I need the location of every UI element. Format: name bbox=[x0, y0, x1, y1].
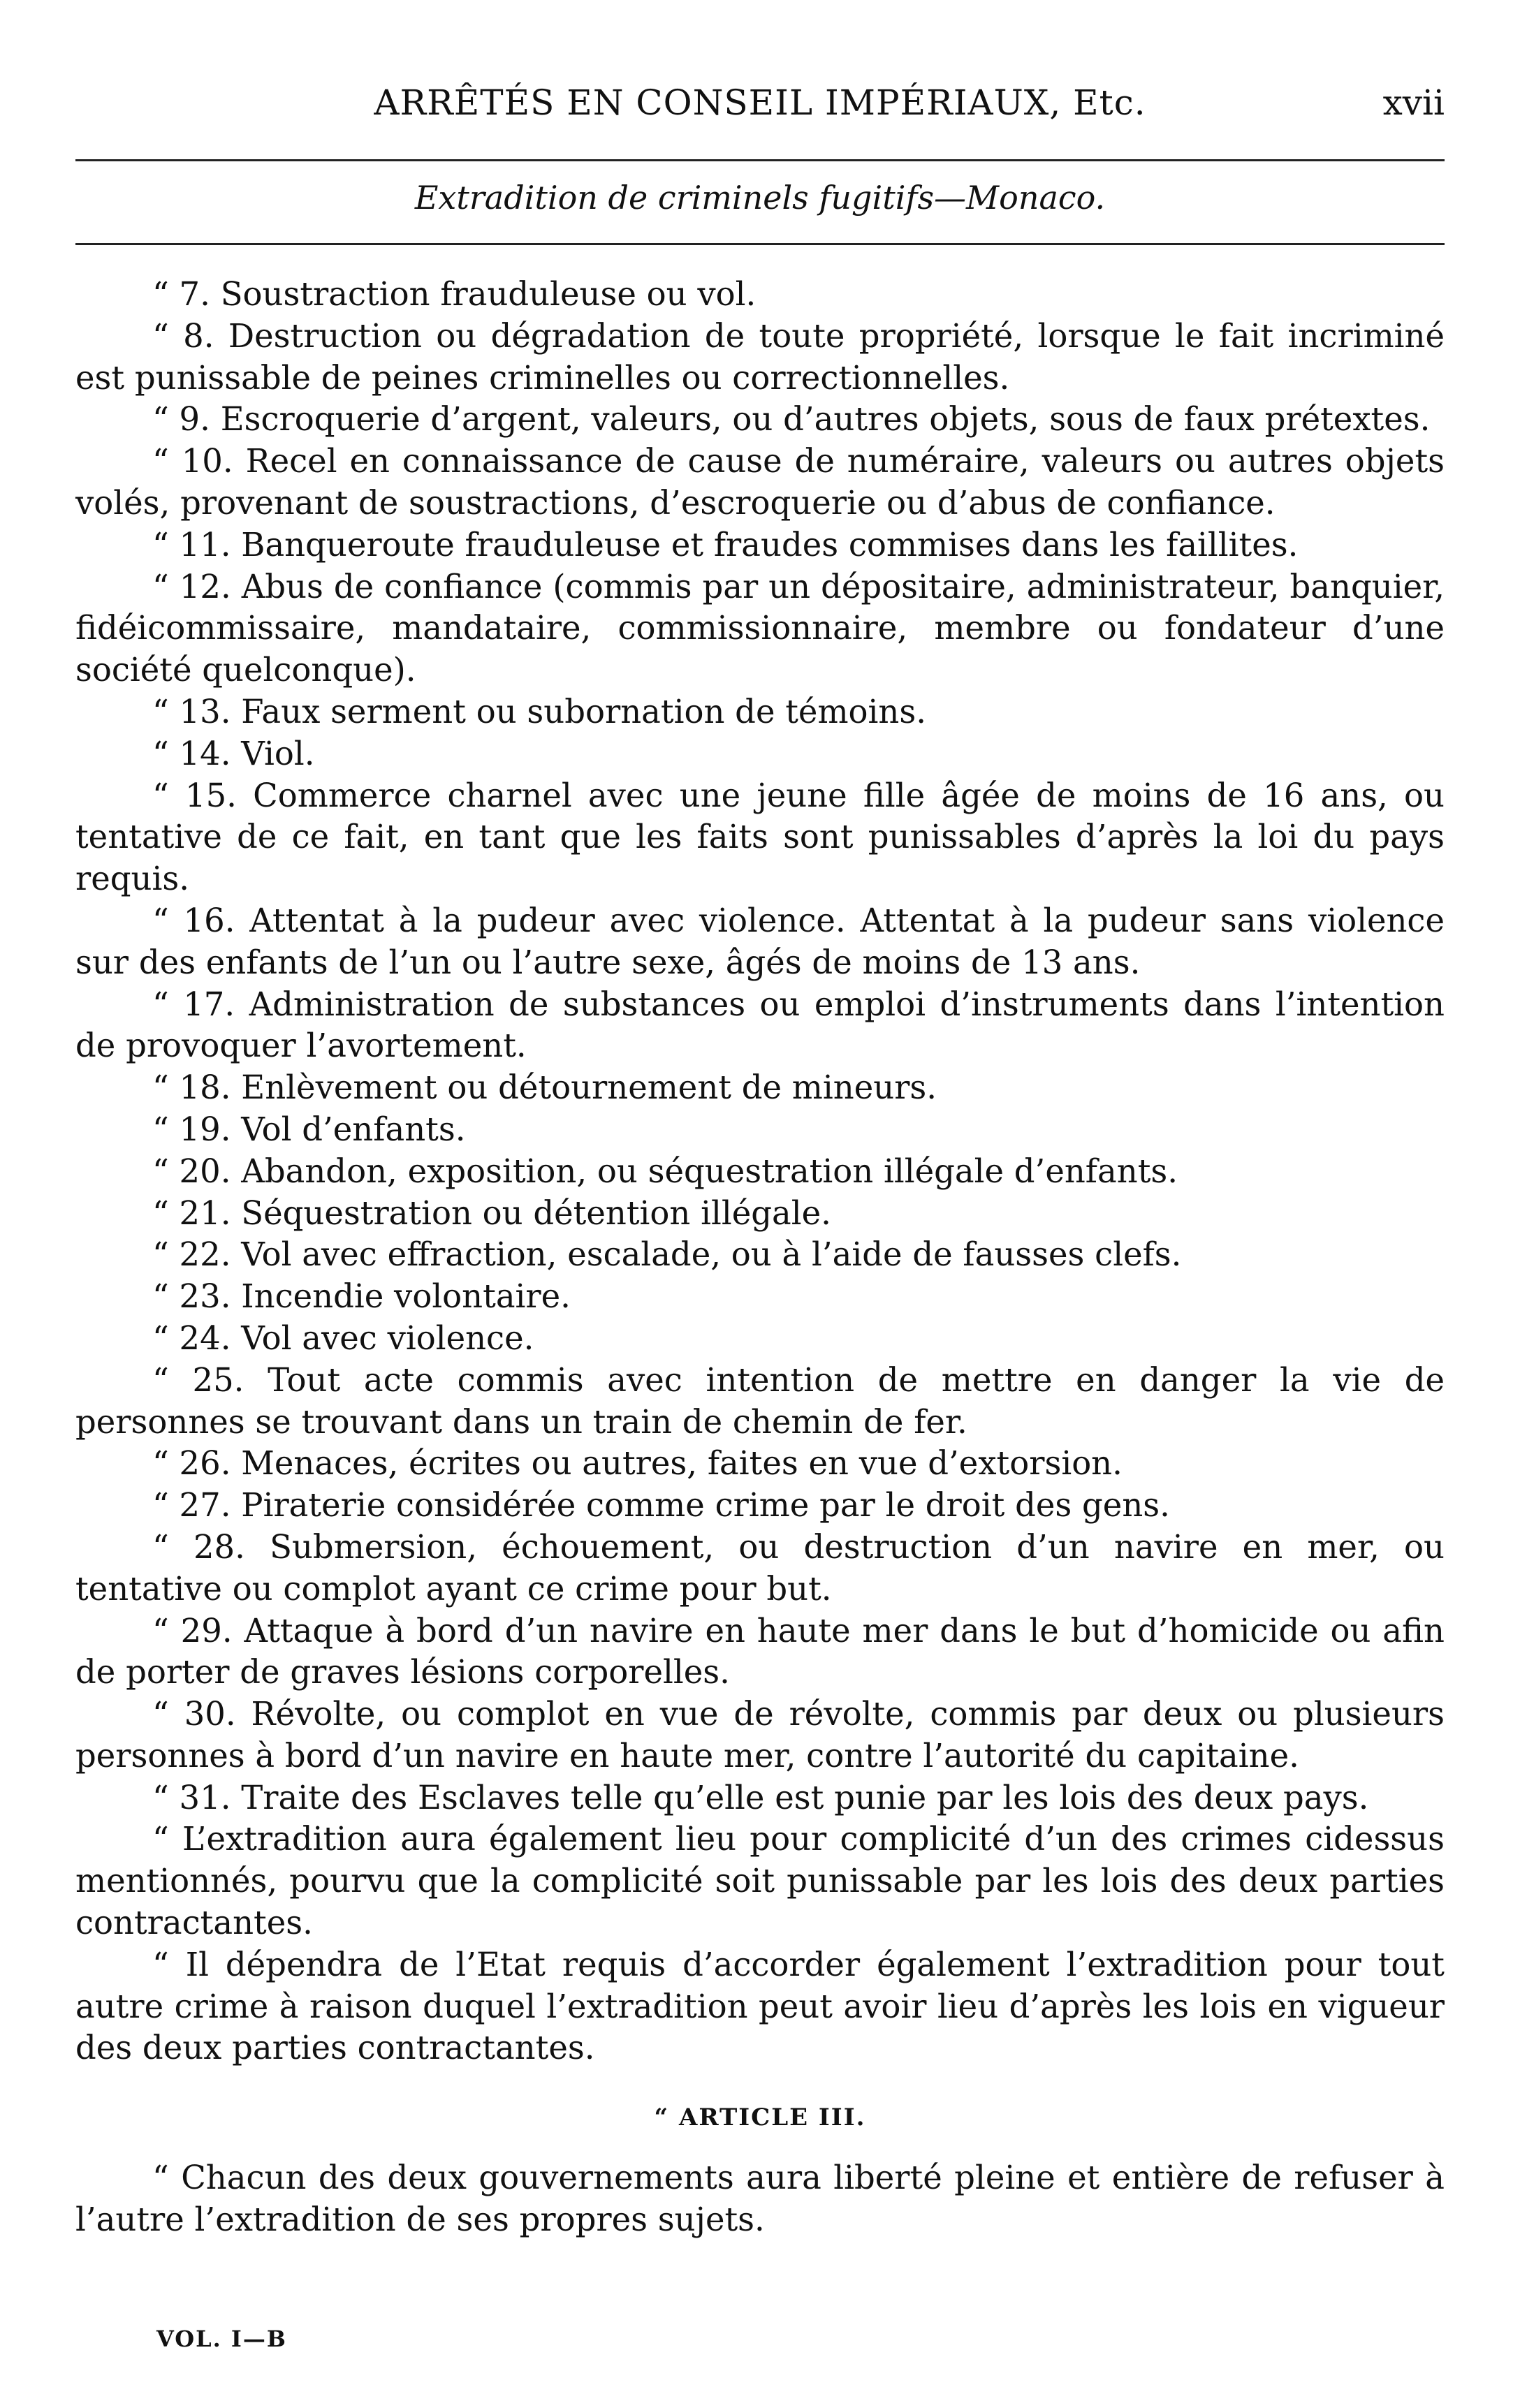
paragraph: “ 10. Recel en connaissance de cause de numéraire, valeurs ou autres objets volés, provenant de soustractions, d’escroquerie ou d’abus de confiance. bbox=[75, 442, 1445, 522]
subtitle-rule bbox=[75, 243, 1445, 245]
running-head bbox=[0, 82, 1520, 124]
paragraph: “ 28. Submersion, échouement, ou destruction d’un navire en mer, ou tentative ou complot ayant ce crime pour but. bbox=[75, 1527, 1445, 1608]
paragraph: “ 13. Faux serment ou subornation de témoins. bbox=[152, 692, 927, 731]
section-subtitle: Extradition de criminels fugitifs—Monaco. bbox=[414, 179, 1106, 216]
paragraph: “ 23. Incendie volontaire. bbox=[152, 1277, 571, 1316]
paragraph: “ 9. Escroquerie d’argent, valeurs, ou d’autres objets, sous de faux prétextes. bbox=[152, 400, 1431, 439]
signature-mark: VOL. I—B bbox=[156, 2326, 287, 2352]
paragraph: “ 25. Tout acte commis avec intention de mettre en danger la vie de personnes se trouvant dans un train de chemin de fer. bbox=[75, 1360, 1445, 1441]
article-paragraph: “ Chacun des deux gouvernements aura liberté pleine et entière de refuser à l’autre l’extradition de ses propres sujets. bbox=[75, 2159, 1445, 2238]
page-number: xvii bbox=[1382, 82, 1445, 123]
paragraph: “ 21. Séquestration ou détention illégale. bbox=[152, 1194, 831, 1232]
paragraph: “ Il dépendra de l’Etat requis d’accorder également l’extradition pour tout autre crime à raison duquel l’extradition peut avoir lieu d’après les lois en vigueur des deux parties contractantes. bbox=[75, 1945, 1445, 2067]
paragraph: “ 12. Abus de confiance (commis par un dépositaire, administrateur, banquier, fidéicommissaire, mandataire, commissionnaire, membre ou fondateur d’une société quelconque). bbox=[75, 567, 1445, 689]
paragraph: “ 11. Banqueroute frauduleuse et fraudes commises dans les faillites. bbox=[152, 525, 1299, 564]
paragraph: “ 31. Traite des Esclaves telle qu’elle est punie par les lois des deux pays. bbox=[152, 1778, 1369, 1816]
paragraph: “ 16. Attentat à la pudeur avec violence. Attentat à la pudeur sans violence sur des enfants de l’un ou l’autre sexe, âgés de moins de 13 ans. bbox=[75, 901, 1445, 981]
paragraph: “ 27. Piraterie considérée comme crime par le droit des gens. bbox=[152, 1486, 1170, 1525]
top-rule bbox=[75, 159, 1445, 161]
paragraph: “ 24. Vol avec violence. bbox=[152, 1319, 534, 1357]
running-title: ARRÊTÉS EN CONSEIL IMPÉRIAUX, Etc. bbox=[374, 82, 1146, 123]
paragraph: “ 22. Vol avec effraction, escalade, ou à l’aide de fausses clefs. bbox=[152, 1235, 1182, 1274]
paragraph: “ 29. Attaque à bord d’un navire en haute mer dans le but d’homicide ou afin de porter de graves lésions corporelles. bbox=[75, 1611, 1445, 1691]
paragraph: “ 30. Révolte, ou complot en vue de révolte, commis par deux ou plusieurs personnes à bord d’un navire en haute mer, contre l’autorité du capitaine. bbox=[75, 1695, 1445, 1775]
paragraph: “ 14. Viol. bbox=[152, 734, 315, 772]
paragraph: “ 7. Soustraction frauduleuse ou vol. bbox=[152, 275, 757, 313]
paragraph: “ 17. Administration de substances ou emploi d’instruments dans l’intention de provoquer l’avortement. bbox=[75, 985, 1445, 1065]
document-body bbox=[75, 274, 1445, 2241]
paragraph: “ L’extradition aura également lieu pour complicité d’un des crimes cidessus mentionnés, pourvu que la complicité soit punissable par les lois des deux parties contractantes. bbox=[75, 1820, 1445, 1942]
article-heading: “ ARTICLE III. bbox=[654, 2104, 866, 2132]
paragraph: “ 15. Commerce charnel avec une jeune fille âgée de moins de 16 ans, ou tentative de ce fait, en tant que les faits sont punissables d’après la loi du pays requis. bbox=[75, 776, 1445, 898]
paragraph: “ 26. Menaces, écrites ou autres, faites en vue d’extorsion. bbox=[152, 1444, 1123, 1483]
paragraph: “ 19. Vol d’enfants. bbox=[152, 1110, 466, 1148]
paragraph: “ 18. Enlèvement ou détournement de mineurs. bbox=[152, 1069, 937, 1107]
paragraph: “ 20. Abandon, exposition, ou séquestration illégale d’enfants. bbox=[152, 1152, 1178, 1190]
paragraph: “ 8. Destruction ou dégradation de toute propriété, lorsque le fait incriminé est punissable de peines criminelles ou correctionnelles. bbox=[75, 316, 1445, 397]
